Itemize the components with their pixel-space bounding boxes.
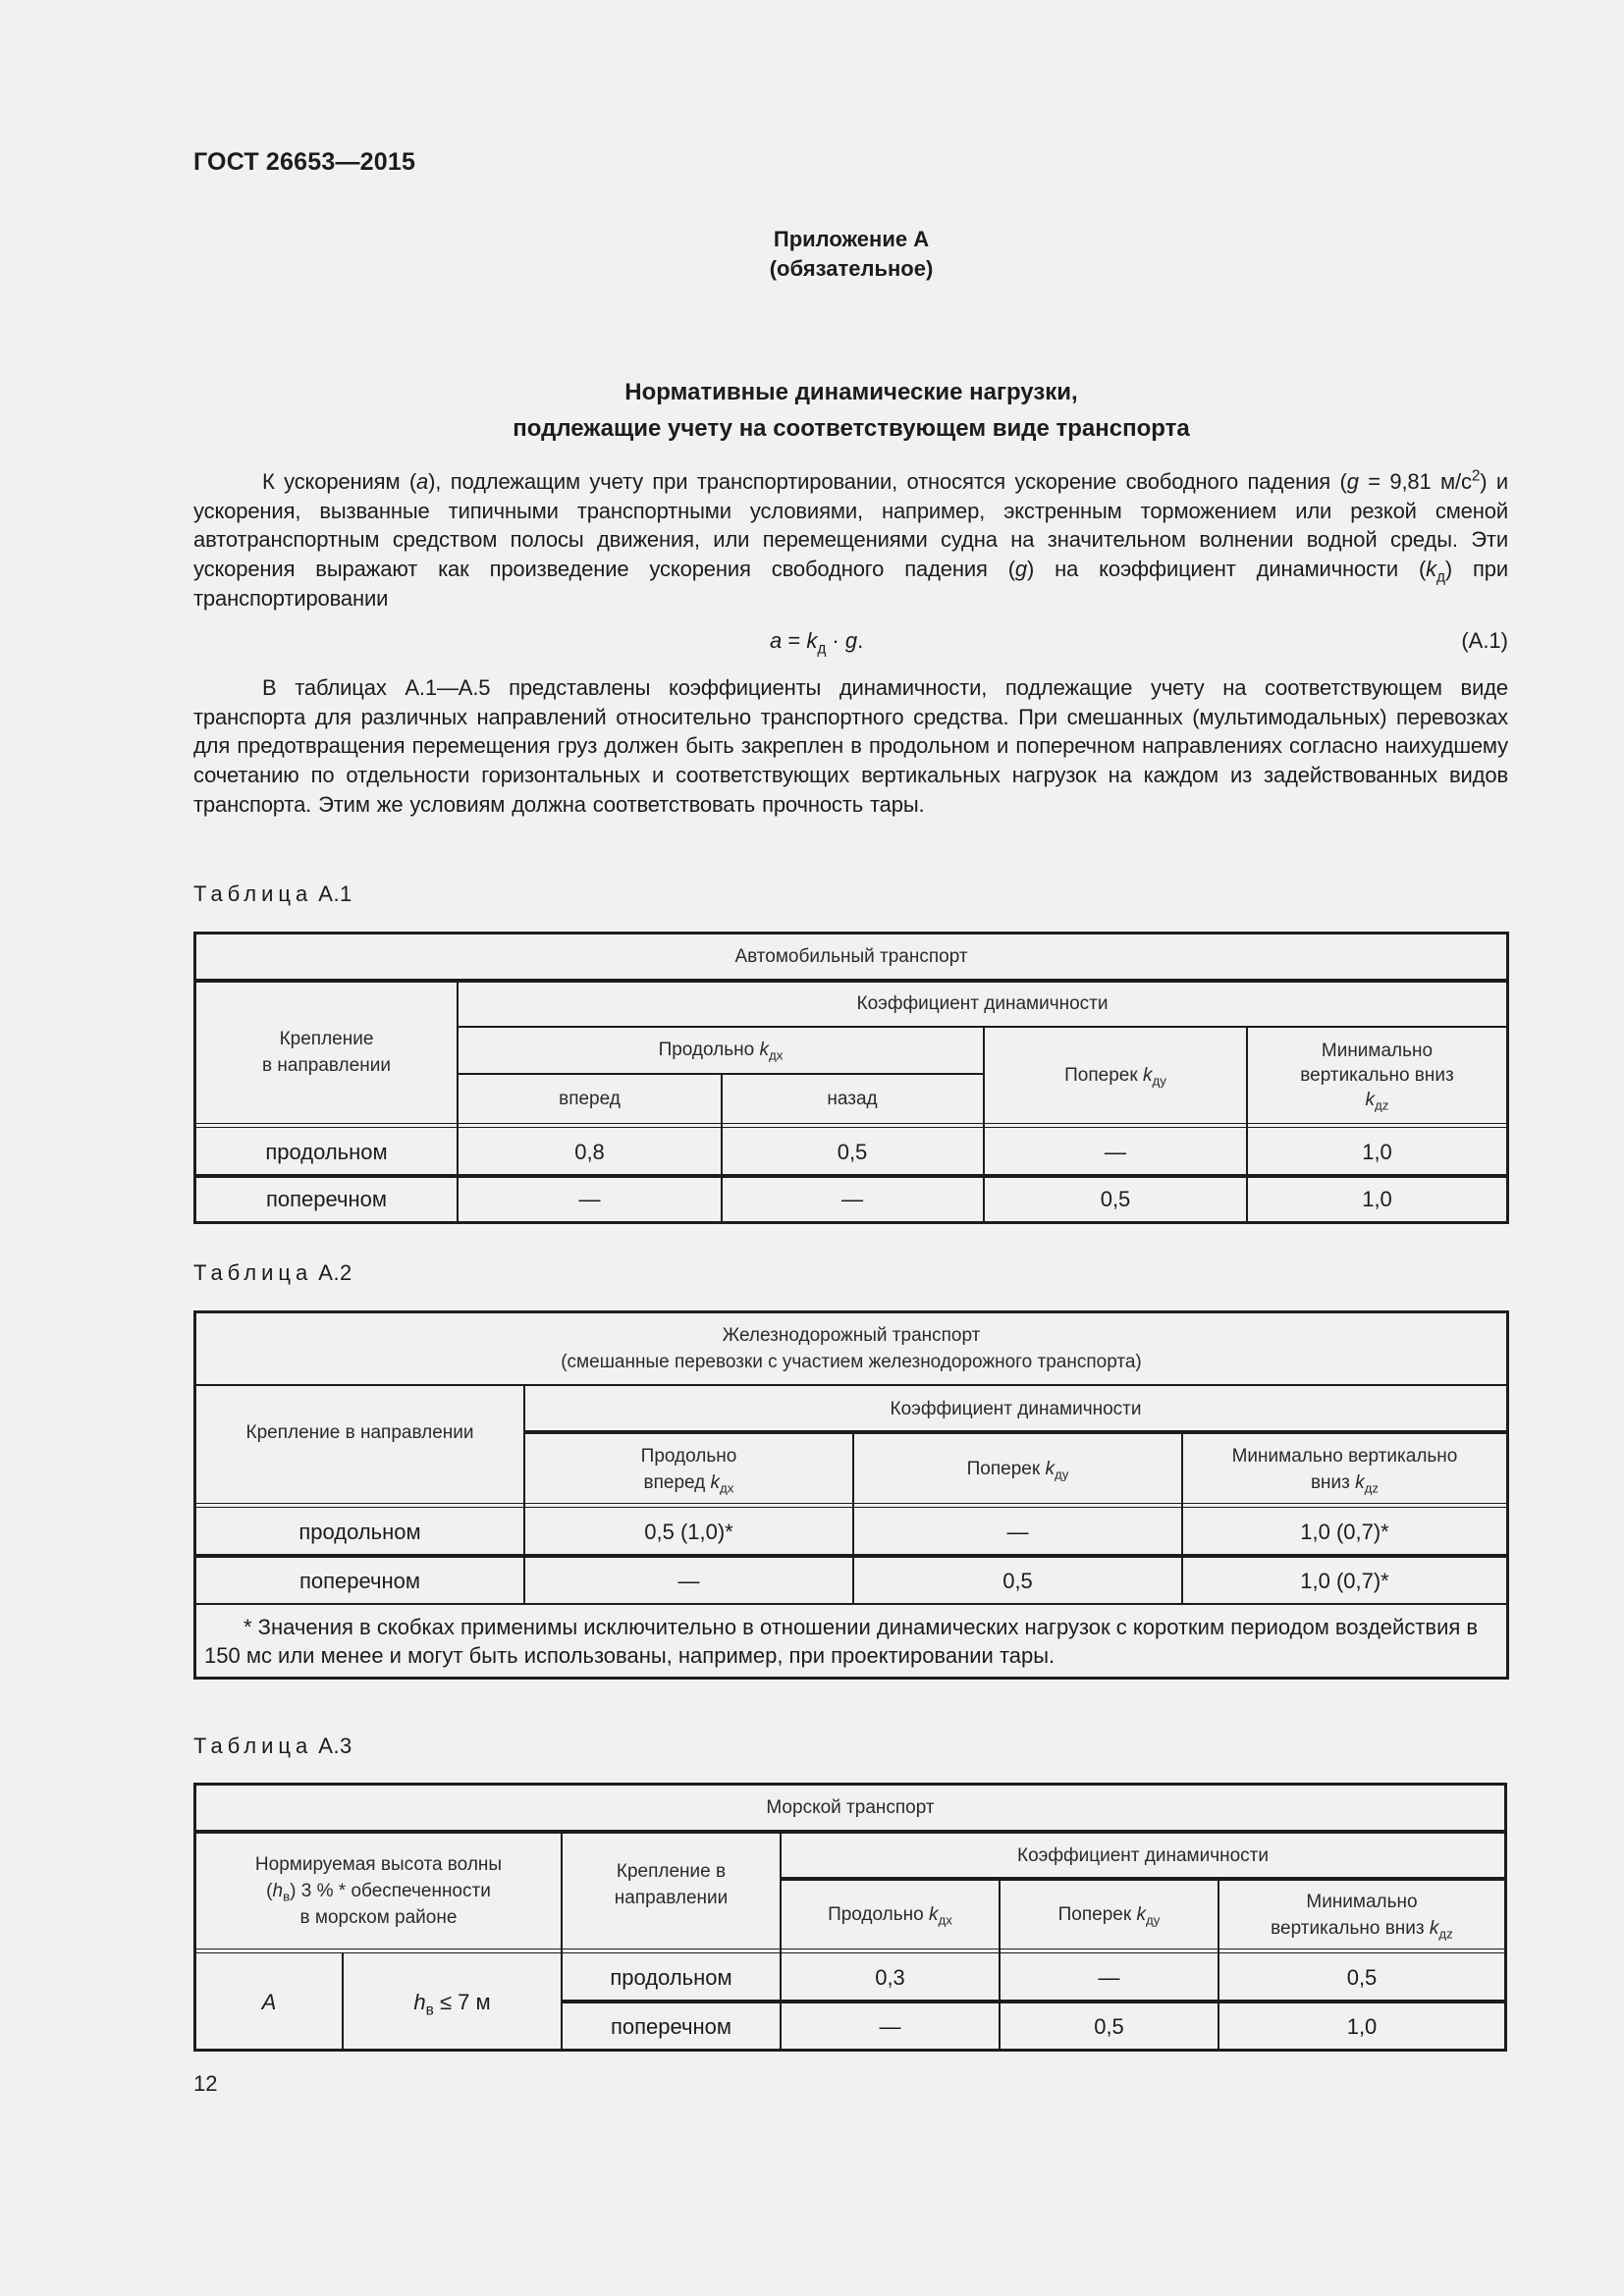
table-a2-col-vertical: Минимально вертикально вниз $k_{дz}$ bbox=[1231, 1445, 1458, 1496]
table-a1-row1-vertical: 1,0 bbox=[1362, 1139, 1392, 1164]
table-a1-title: Автомобильный транспорт bbox=[734, 946, 968, 967]
table-a2-row1-vertical: 1,0 (0,7)* bbox=[1300, 1519, 1389, 1544]
table-a1-row1-forward: 0,8 bbox=[574, 1139, 605, 1164]
formula-number: (А.1) bbox=[1461, 628, 1508, 653]
table-a1-col-forward: вперед bbox=[559, 1089, 621, 1109]
table-a3-row2-longitudinal: — bbox=[879, 2013, 901, 2039]
table-a1-row2-backward: — bbox=[841, 1187, 863, 1211]
document-code: ГОСТ 26653—2015 bbox=[193, 148, 416, 176]
table-a2-row1-transverse: — bbox=[1006, 1519, 1029, 1544]
table-a3-col-transverse: Поперек $k_{ду}$ bbox=[1057, 1904, 1161, 1928]
table-a2-row1-longitudinal: 0,5 (1,0)* bbox=[644, 1519, 733, 1544]
table-a3-row2-transverse: 0,5 bbox=[1094, 2013, 1124, 2039]
table-a1-row1-transverse: — bbox=[1105, 1139, 1126, 1164]
table-a3-row2-vertical: 1,0 bbox=[1346, 2013, 1378, 2039]
table-a2 bbox=[193, 1310, 1509, 1680]
section-title-line1: Нормативные динамические нагрузки, bbox=[624, 379, 1078, 405]
table-a3-wave-condition: $h_в \le 7$ м bbox=[413, 1989, 491, 2018]
table-a3-row1-direction: продольном bbox=[610, 1964, 732, 1990]
table-a1-row2-transverse: 0,5 bbox=[1100, 1187, 1131, 1211]
paragraph-tables-intro: В таблицах А.1—А.5 представлены коэффициенты динамичности, подлежащие учету на соответствующем виде транспорта для различных направлений относительно транспортного средства. При смешанных (мультимодальных) перевозках для предотвращения перемещения груз должен быть закреплен в продольном и поперечном направлениях согласно наихудшему сочетанию по отдельности горизонтальных и соответствующих вертикальных нагрузок на каждом из задействованных видов транспорта. Этим же условиям должна соответствовать прочность тары. bbox=[193, 675, 1508, 817]
table-a1 bbox=[193, 932, 1509, 1224]
table-a3-title: Морской транспорт bbox=[766, 1797, 935, 1818]
table-a3-col-fixing: Крепление в направлении bbox=[614, 1860, 729, 1908]
formula-a1: $a = k_д \cdot g$. bbox=[770, 628, 864, 658]
table-a3-region: A bbox=[261, 1989, 277, 2014]
annex-status: (обязательное) bbox=[769, 256, 934, 281]
section-title bbox=[0, 374, 1624, 447]
table-a3-row1-vertical: 0,5 bbox=[1346, 1964, 1378, 1990]
annex-heading bbox=[0, 225, 1624, 284]
table-a2-col-transverse: Поперек $k_{ду}$ bbox=[966, 1459, 1069, 1482]
table-a2-row2-vertical: 1,0 (0,7)* bbox=[1300, 1568, 1389, 1593]
table-a1-col-backward: назад bbox=[827, 1089, 878, 1109]
page-number: 12 bbox=[193, 2071, 218, 2096]
table-a2-title: Железнодорожный транспорт (смешанные перевозки с участием железнодорожного транспорта) bbox=[561, 1325, 1142, 1372]
table-a3-caption: Таблица А.3 bbox=[193, 1734, 352, 1758]
table-a1-row2-direction: поперечном bbox=[265, 1187, 387, 1211]
table-a3-row1-longitudinal: 0,3 bbox=[875, 1964, 905, 1990]
table-a1-col-transverse: Поперек $k_{ду}$ bbox=[1064, 1065, 1166, 1089]
table-a3-col-longitudinal: Продольно $k_{дх}$ bbox=[828, 1904, 952, 1928]
table-a1-col-longitudinal: Продольно $k_{дх}$ bbox=[658, 1040, 784, 1063]
table-a1-group-header: Коэффициент динамичности bbox=[856, 993, 1109, 1014]
annex-title: Приложение А bbox=[773, 227, 930, 251]
table-a1-col-vertical: Минимально вертикально вниз $k_{дz}$ bbox=[1300, 1041, 1454, 1113]
table-a2-caption: Таблица А.2 bbox=[193, 1260, 352, 1285]
table-a1-col-fixing: Крепление в направлении bbox=[262, 1029, 391, 1076]
table-a1-caption: Таблица А.1 bbox=[193, 881, 352, 906]
table-a2-row2-transverse: 0,5 bbox=[1002, 1568, 1033, 1593]
table-a3-row2-direction: поперечном bbox=[610, 2013, 731, 2039]
table-a3-group-header: Коэффициент динамичности bbox=[1017, 1844, 1269, 1866]
table-a2-row2-longitudinal: — bbox=[677, 1568, 700, 1593]
table-a1-row2-forward: — bbox=[578, 1187, 601, 1211]
table-a2-col-longitudinal: Продольно вперед $k_{дх}$ bbox=[640, 1445, 737, 1496]
table-a2-col-fixing: Крепление в направлении bbox=[245, 1421, 474, 1443]
table-a1-row1-direction: продольном bbox=[265, 1139, 388, 1164]
table-a2-footnote: * Значения в скобках применимы исключительно в отношении динамических нагрузок с коротким периодом воздействия в 150 мс или менее и могут быть использованы, например, при проектировании тары. bbox=[204, 1615, 1479, 1668]
table-a3-col-wave-height: Нормируемая высота волны $(h_в)$ 3 % * обеспеченности в морском районе bbox=[254, 1854, 503, 1928]
table-a1-row1-backward: 0,5 bbox=[837, 1139, 868, 1164]
table-a2-row2-direction: поперечном bbox=[298, 1568, 420, 1593]
paragraph-accelerations: К ускорениям (a), подлежащим учету при транспортировании, относятся ускорение свободного падения (g = 9,81 $м/с^2$) и ускорения, вызванные типичными транспортными условиями, например, экстренным торможением или резкой сменой автотранспортным средством полосы движения, или перемещениями судна на значительном волнении водной среды. Эти ускорения выражают как произведение ускорения свободного падения (g) на коэффициент динамичности $(k_д)$ при транспортировании bbox=[193, 467, 1508, 611]
table-a3-row1-transverse: — bbox=[1098, 1964, 1120, 1990]
table-a3-col-vertical: Минимально вертикально вниз $k_{дz}$ bbox=[1271, 1891, 1453, 1942]
section-title-line2: подлежащие учету на соответствующем виде транспорта bbox=[513, 415, 1190, 442]
table-a2-row1-direction: продольном bbox=[298, 1519, 421, 1544]
table-a1-row2-vertical: 1,0 bbox=[1362, 1187, 1392, 1211]
table-a2-group-header: Коэффициент динамичности bbox=[890, 1398, 1142, 1419]
table-a3 bbox=[193, 1783, 1507, 2052]
